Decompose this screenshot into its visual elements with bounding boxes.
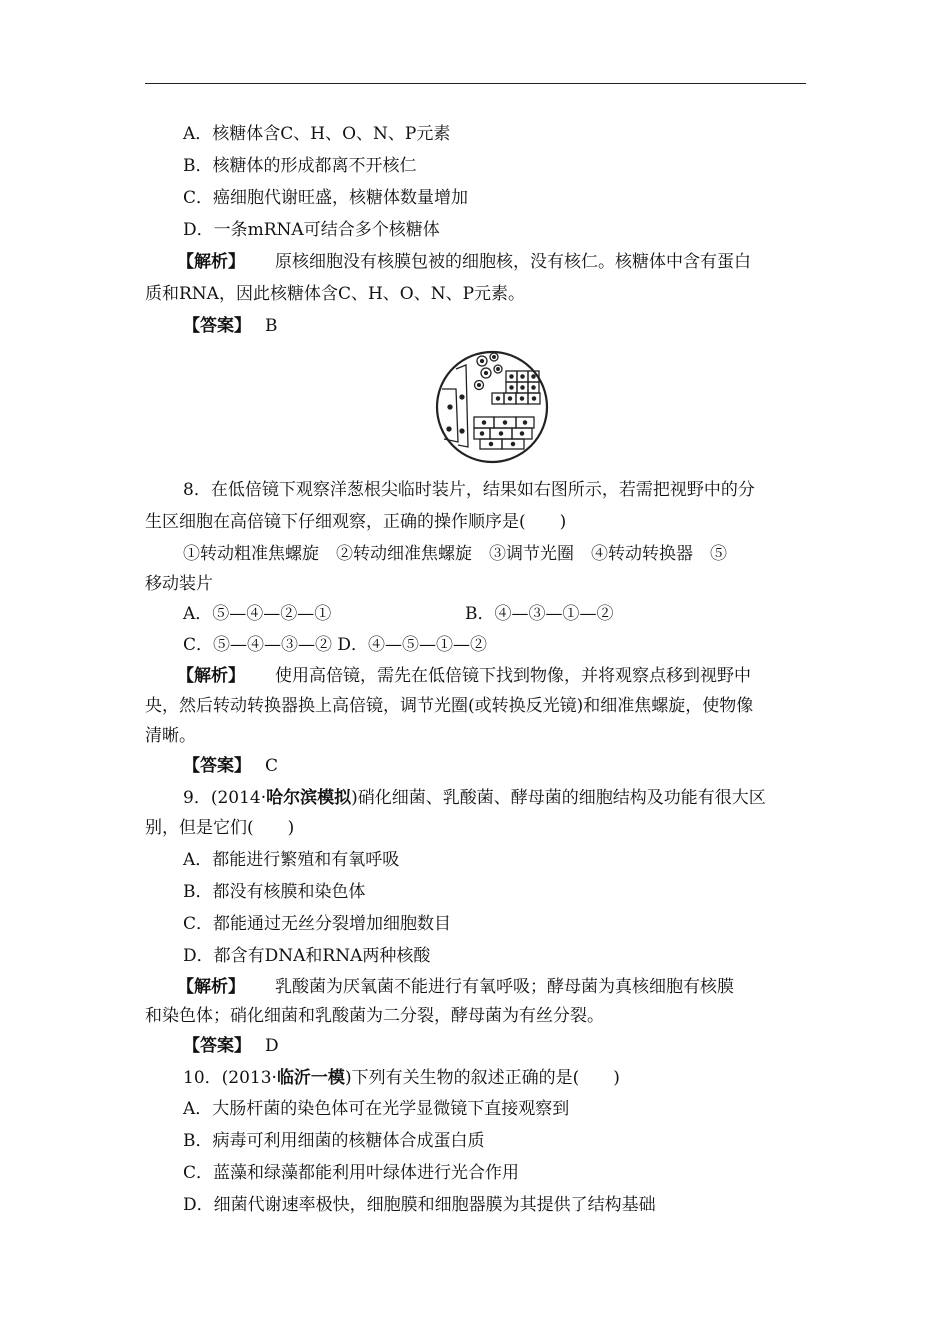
q8-analysis xyxy=(145,664,751,688)
q8-option-d: D．④—⑤—①—② xyxy=(337,635,488,655)
q9-analysis xyxy=(145,975,734,999)
q8-option-cd xyxy=(183,633,487,657)
q7-answer xyxy=(183,314,278,338)
q7-option-c: C．癌细胞代谢旺盛，核糖体数量增加 xyxy=(183,188,469,208)
analysis-tag: 【解析】 xyxy=(177,252,245,272)
analysis-text: 乳酸菌为厌氧菌不能进行有氧呼吸；酵母菌为真核细胞有核膜 xyxy=(275,977,734,997)
q9-stem-line2: 别，但是它们( ) xyxy=(145,818,295,838)
q9-option-c: C．都能通过无丝分裂增加细胞数目 xyxy=(183,914,452,934)
q8-steps-line2: 移动装片 xyxy=(145,574,213,594)
q7-option-d: D．一条mRNA可结合多个核糖体 xyxy=(183,220,440,240)
q9-answer xyxy=(183,1034,279,1058)
answer-tag: 【答案】 xyxy=(183,316,251,336)
q10-source: 临沂一模 xyxy=(276,1068,345,1088)
analysis-text: 原核细胞没有核膜包被的细胞核，没有核仁。核糖体中含有蛋白 xyxy=(275,252,751,272)
q9-stem-prefix: 9．(2014· xyxy=(183,788,267,808)
answer-value: D xyxy=(265,1036,279,1056)
answer-value: B xyxy=(265,316,278,336)
q8-stem-line2: 生区细胞在高倍镜下仔细观察，正确的操作顺序是( ) xyxy=(145,512,567,532)
analysis-text: 使用高倍镜，需先在低倍镜下找到物像，并将观察点移到视野中 xyxy=(275,666,751,686)
q8-option-a: A．⑤—④—②—① xyxy=(183,604,332,624)
q9-option-d: D．都含有DNA和RNA两种核酸 xyxy=(183,946,431,966)
q7-analysis-line2: 质和RNA，因此核糖体含C、H、O、N、P元素。 xyxy=(145,284,526,304)
q10-option-c: C．蓝藻和绿藻都能利用叶绿体进行光合作用 xyxy=(183,1163,520,1183)
analysis-tag: 【解析】 xyxy=(177,666,245,686)
header-rule xyxy=(145,83,806,84)
q9-option-a: A．都能进行繁殖和有氧呼吸 xyxy=(183,850,400,870)
q10-option-a: A．大肠杆菌的染色体可在光学显微镜下直接观察到 xyxy=(183,1099,570,1119)
q9-stem xyxy=(183,786,766,810)
q8-option-b: B．④—③—①—② xyxy=(465,604,614,624)
q8-stem: 8．在低倍镜下观察洋葱根尖临时装片，结果如右图所示，若需把视野中的分 xyxy=(183,480,755,500)
q10-stem xyxy=(183,1066,620,1090)
q8-analysis-line2: 央，然后转动转换器换上高倍镜，调节光圈(或转换反光镜)和细准焦螺旋，使物像 xyxy=(145,696,754,716)
q10-stem-rest: )下列有关生物的叙述正确的是( ) xyxy=(344,1068,620,1088)
q10-option-b: B．病毒可利用细菌的核糖体合成蛋白质 xyxy=(183,1131,485,1151)
q8-option-c: C．⑤—④—③—② xyxy=(183,635,333,655)
answer-tag: 【答案】 xyxy=(183,1036,251,1056)
q9-option-b: B．都没有核膜和染色体 xyxy=(183,882,366,902)
q8-steps: ①转动粗准焦螺旋 ②转动细准焦螺旋 ③调节光圈 ④转动转换器 ⑤ xyxy=(183,544,727,564)
q7-analysis xyxy=(145,250,751,274)
q9-analysis-line2: 和染色体；硝化细菌和乳酸菌为二分裂，酵母菌为有丝分裂。 xyxy=(145,1006,604,1026)
q9-stem-rest: )硝化细菌、乳酸菌、酵母菌的细胞结构及功能有很大区 xyxy=(351,788,766,808)
q8-answer xyxy=(183,754,278,778)
q9-source: 哈尔滨模拟 xyxy=(266,788,352,808)
analysis-tag: 【解析】 xyxy=(177,977,245,997)
q7-option-a: A．核糖体含C、H、O、N、P元素 xyxy=(183,124,451,144)
q7-option-b: B．核糖体的形成都离不开核仁 xyxy=(183,156,417,176)
q10-option-d: D．细菌代谢速率极快，细胞膜和细胞器膜为其提供了结构基础 xyxy=(183,1195,656,1215)
answer-value: C xyxy=(265,756,279,776)
answer-tag: 【答案】 xyxy=(183,756,251,776)
microscope-field-figure xyxy=(434,347,550,467)
q10-stem-prefix: 10．(2013· xyxy=(183,1068,277,1088)
q8-analysis-line3: 清晰。 xyxy=(145,726,196,746)
